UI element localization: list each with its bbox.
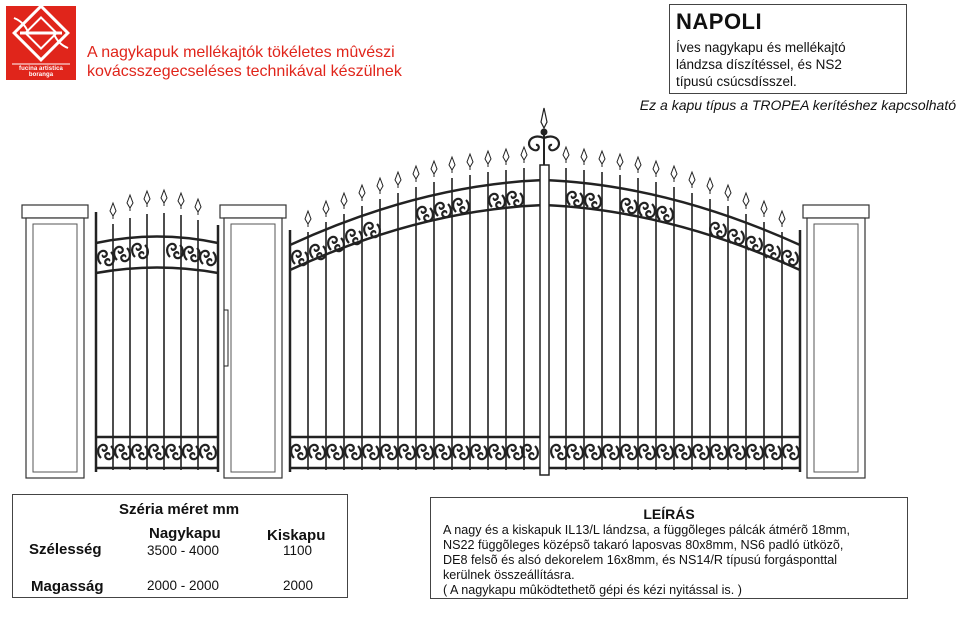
product-desc-line: Íves nagykapu és mellékajtó: [676, 40, 846, 55]
tagline-line-1: A nagykapuk mellékajtók tökéletes mûvészi: [87, 44, 395, 61]
row-label-height: Magasság: [31, 578, 104, 595]
width-nagykapu-value: 3500 - 4000: [147, 543, 220, 558]
product-desc-line: típusú csúcsdísszel.: [676, 74, 797, 89]
left-pillar: [22, 205, 88, 478]
height-nagykapu-value: 2000 - 2000: [147, 578, 220, 593]
width-kiskapu-value: 1100: [283, 543, 313, 558]
description-line: NS22 függõleges középsõ takaró laposvas 80x8mm, NS6 padló ütközõ,: [443, 538, 844, 552]
tagline-line-2: kovácsszegecseléses technikával készülnek: [87, 63, 402, 80]
product-desc-line: lándzsa díszítéssel, és NS2: [676, 57, 842, 72]
description-line: kerülnek összeállításra.: [443, 568, 575, 582]
row-label-width: Szélesség: [29, 541, 102, 558]
description-line: DE8 felsõ és alsó dekorelem 16x8mm, és NS14/R típusú forgásponttal: [443, 553, 838, 567]
right-pillar: [803, 205, 869, 478]
main-gate: [290, 108, 800, 475]
height-kiskapu-value: 2000: [283, 578, 314, 593]
series-size-table: [12, 494, 348, 598]
product-title: NAPOLI: [676, 9, 763, 34]
description-box: [430, 497, 908, 599]
column-header-nagykapu: Nagykapu: [149, 525, 221, 542]
description-title: LEÍRÁS: [643, 506, 695, 522]
compatibility-note: Ez a kapu típus a TROPEA kerítéshez kapcsolható: [639, 97, 956, 113]
logo-text: fucina artistica boranga: [19, 66, 63, 78]
column-header-kiskapu: Kiskapu: [267, 527, 326, 544]
description-line: A nagy és a kiskapuk IL13/L lándzsa, a függõleges pálcák átmérõ 18mm,: [443, 523, 850, 537]
table-title: Széria méret mm: [119, 501, 240, 518]
description-line: ( A nagykapu mûködtethetõ gépi és kézi nyitással is. ): [443, 583, 742, 597]
small-gate: [96, 190, 228, 472]
middle-pillar: [220, 205, 286, 478]
